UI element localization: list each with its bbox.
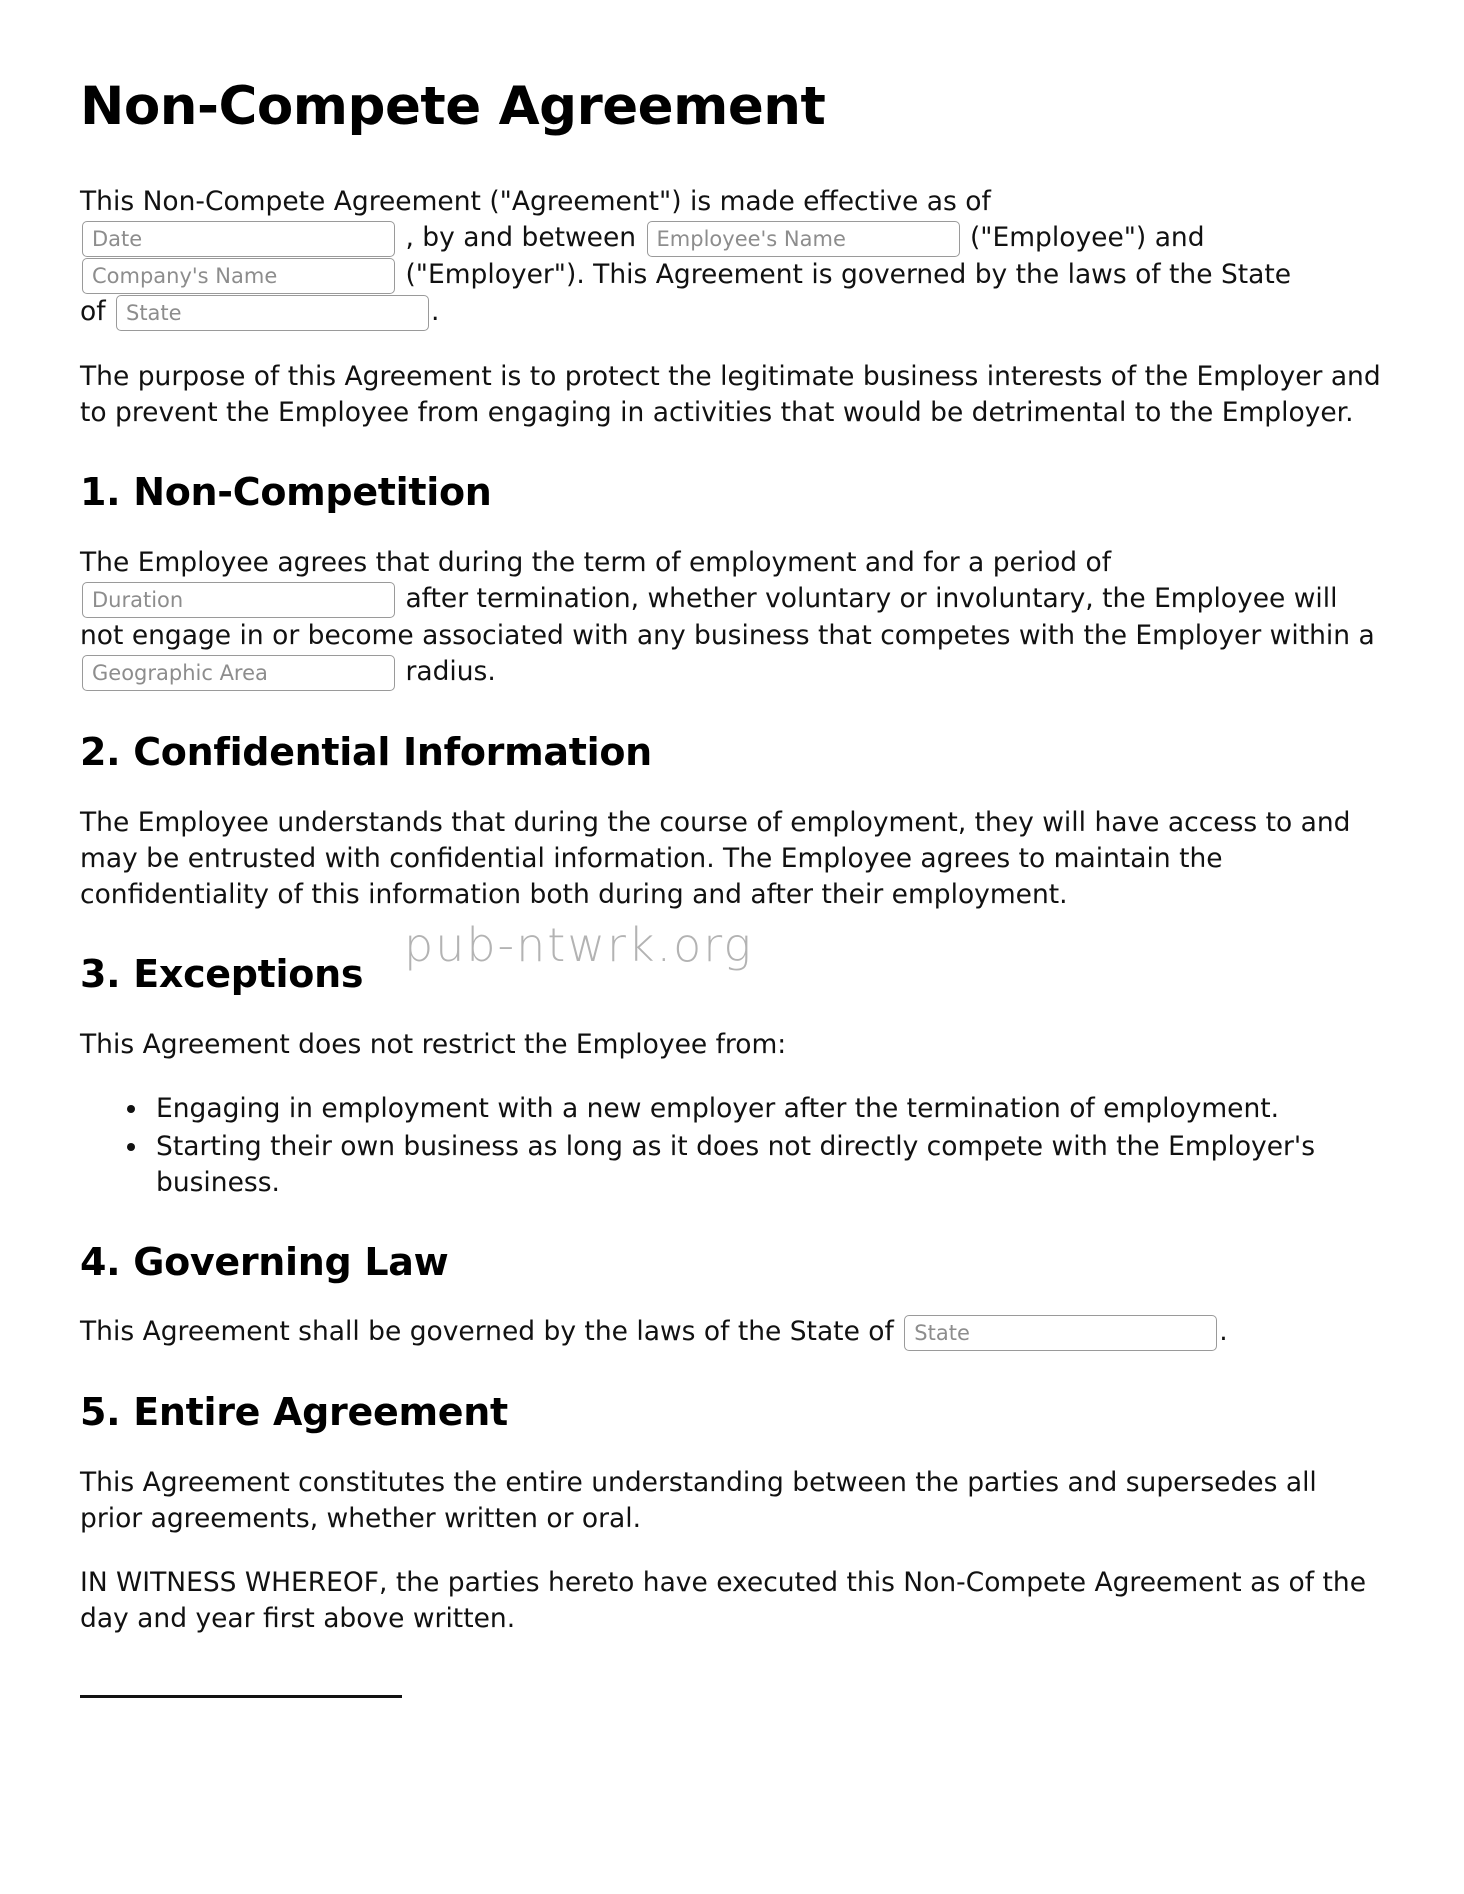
duration-field[interactable] xyxy=(82,582,395,618)
witness-paragraph: IN WITNESS WHEREOF, the parties hereto have executed this Non-Compete Agreement as of the day and year first above written. xyxy=(80,1567,1367,1635)
geographic-area-field[interactable] xyxy=(82,655,395,691)
non-competition-paragraph xyxy=(80,545,1384,691)
intro-after-company-text: ("Employer"). This Agreement is governed by the laws of the State xyxy=(405,259,1292,291)
company-name-field[interactable] xyxy=(82,258,395,294)
signature-line xyxy=(80,1695,402,1698)
page-title: Non-Compete Agreement xyxy=(80,76,826,137)
list-item: • Engaging in employment with a new employer after the termination of employment. xyxy=(150,1091,1384,1127)
date-field[interactable] xyxy=(82,221,395,257)
governing-law-text-after-state: . xyxy=(1219,1316,1228,1348)
governing-law-text-before-state: This Agreement shall be governed by the laws of the State of xyxy=(80,1316,894,1348)
confidential-information-paragraph: The Employee understands that during the course of employment, they will have access to and may be entrusted with confidential information. The Employee agrees to maintain the confidentiality of this information both during and after their employment. xyxy=(80,806,1351,910)
governing-law-paragraph xyxy=(80,1314,1384,1351)
section-heading-confidential-information: 2. Confidential Information xyxy=(80,730,652,775)
state-field-top[interactable] xyxy=(116,295,429,331)
state-field-governing-law[interactable] xyxy=(904,1315,1217,1351)
intro-lead-text: This Non-Compete Agreement ("Agreement") is made effective as of xyxy=(80,186,991,218)
list-item: • Starting their own business as long as it does not directly compete with the Employer's business. xyxy=(150,1129,1384,1201)
section-heading-governing-law: 4. Governing Law xyxy=(80,1239,449,1284)
employee-name-field[interactable] xyxy=(647,221,960,257)
noncompete-text-before-duration: The Employee agrees that during the term of employment and for a period of xyxy=(80,547,1112,579)
intro-period: . xyxy=(430,296,440,328)
entire-agreement-paragraph: This Agreement constitutes the entire understanding between the parties and supersedes all prior agreements, whether written or oral. xyxy=(80,1467,1317,1535)
intro-of-label: of xyxy=(80,296,106,328)
intro-after-employee-text: ("Employee") and xyxy=(969,222,1205,254)
exceptions-intro-paragraph: This Agreement does not restrict the Employee from: xyxy=(80,1028,787,1060)
section-heading-entire-agreement: 5. Entire Agreement xyxy=(80,1390,508,1435)
watermark: pub-ntwrk.org xyxy=(404,918,753,972)
purpose-paragraph: The purpose of this Agreement is to protect the legitimate business interests of the Employer and to prevent the Employee from engaging in activities that would be detrimental to the Employer. xyxy=(80,361,1381,429)
noncompete-text-after-geo: radius. xyxy=(405,656,496,688)
noncompete-text-after-duration: after termination, whether voluntary or involuntary, the Employee will not engage in or become associated with any business that competes with the Employer within a xyxy=(80,583,1375,652)
section-heading-non-competition: 1. Non-Competition xyxy=(80,470,492,515)
section-heading-exceptions: 3. Exceptions xyxy=(80,951,364,996)
intro-paragraph xyxy=(80,184,1384,331)
intro-after-date-text: , by and between xyxy=(405,222,637,254)
exceptions-list xyxy=(80,1091,1384,1201)
